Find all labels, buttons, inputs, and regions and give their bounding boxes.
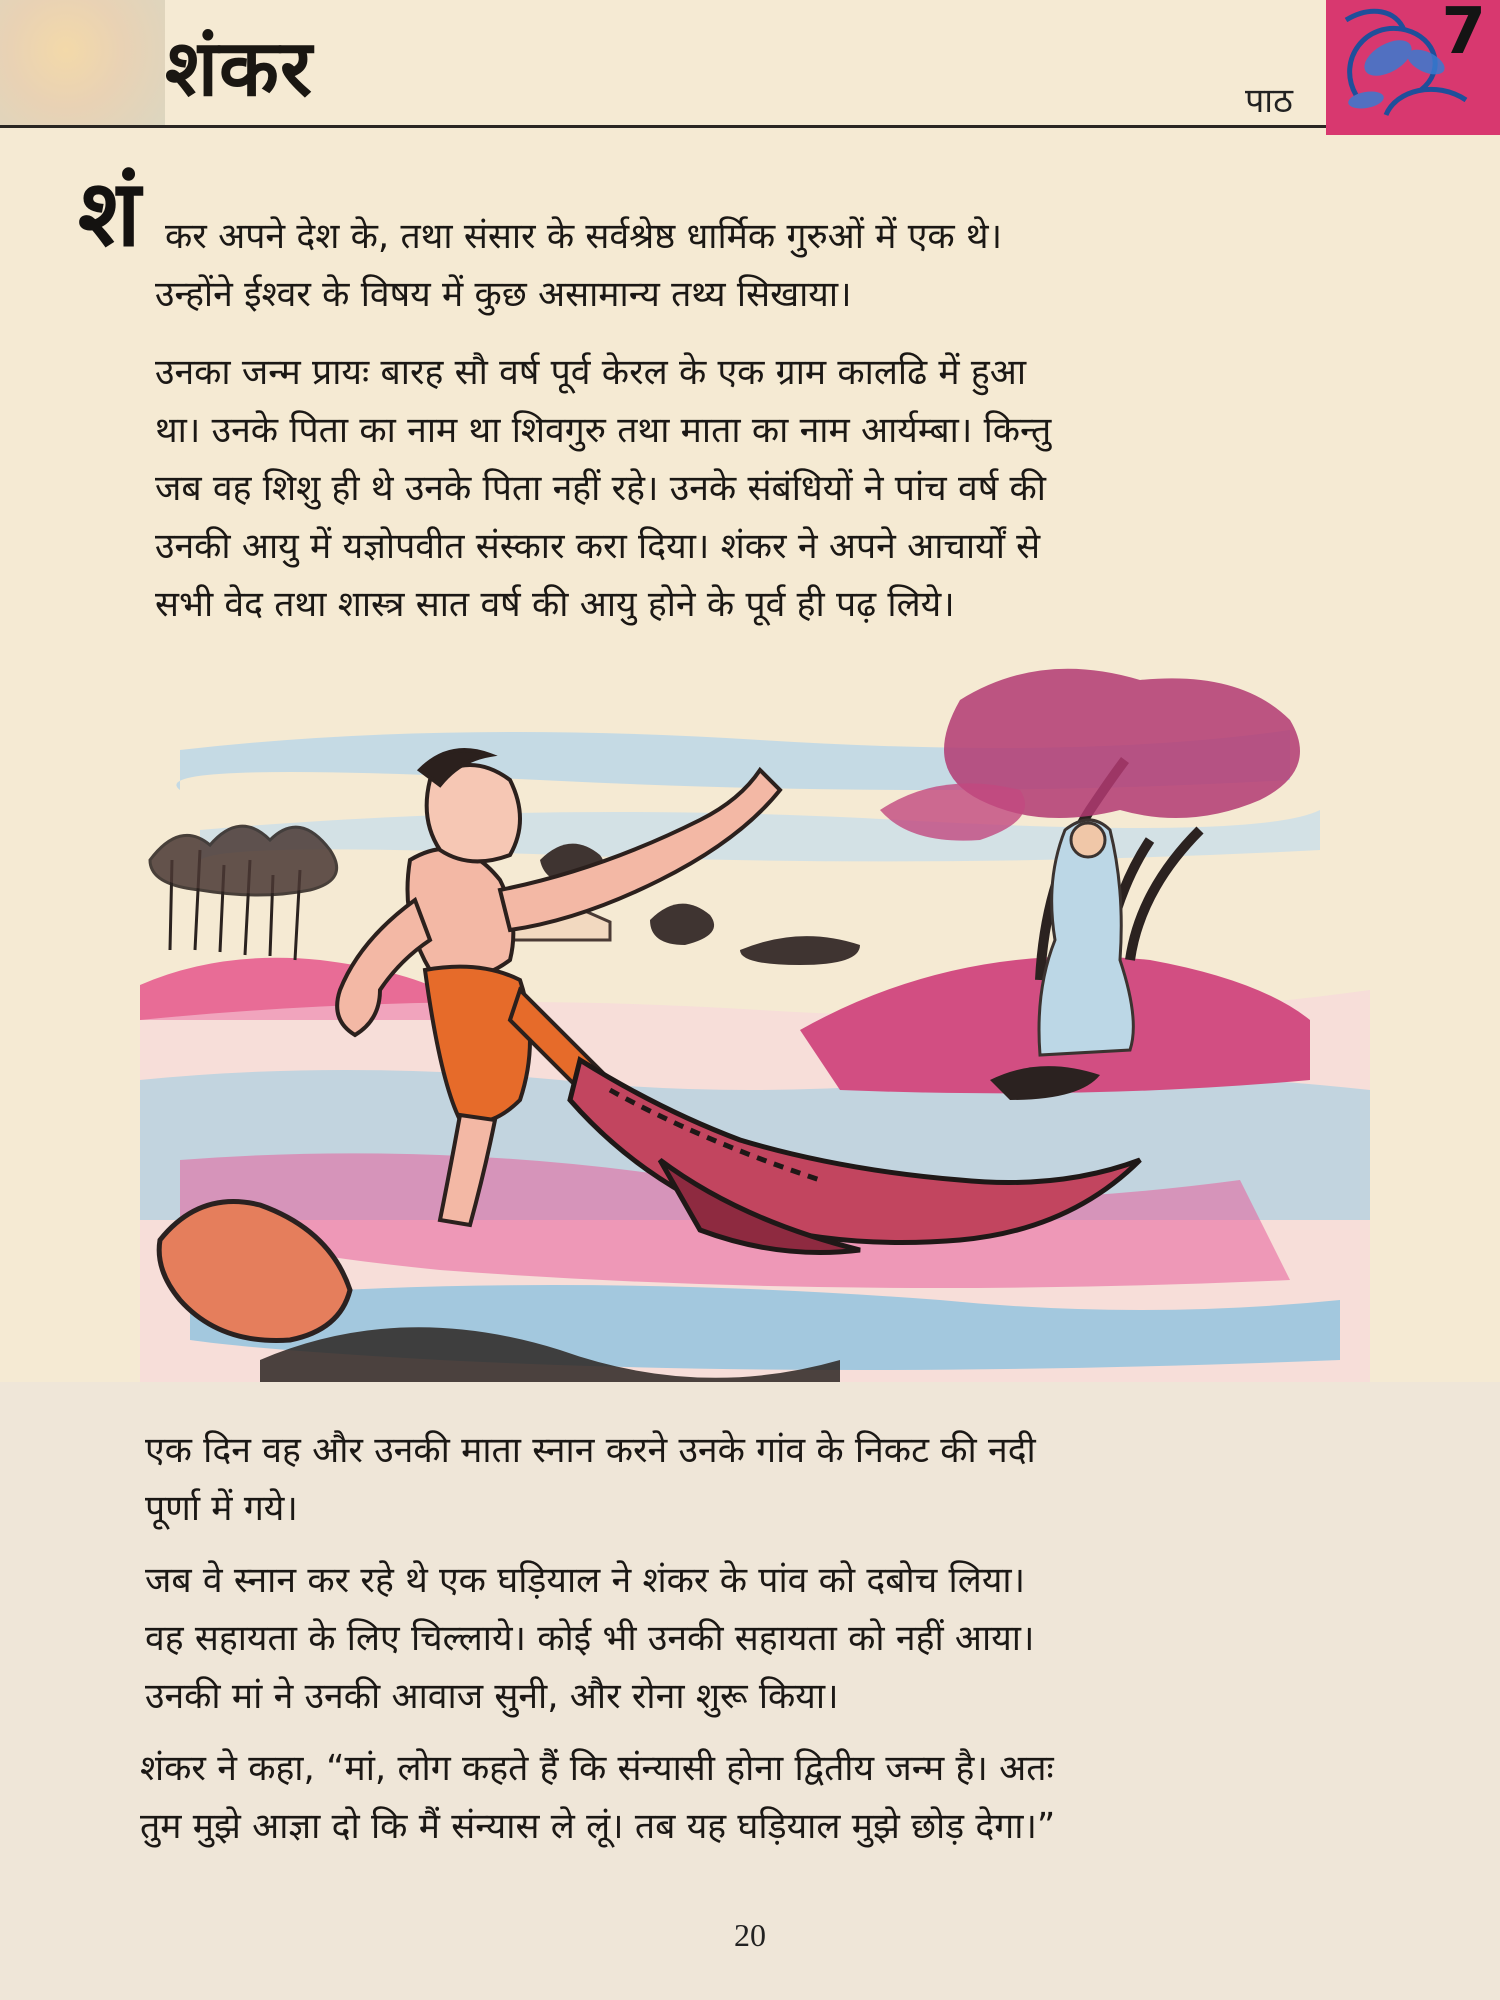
drop-cap: शं <box>78 160 141 267</box>
text-line: जब वह शिशु ही थे उनके पिता नहीं रहे। उनके संबंधियों ने पांच वर्ष की <box>155 468 1046 509</box>
text-line: उनकी मां ने उनकी आवाज सुनी, और रोना शुरू किया। <box>145 1676 839 1717</box>
header-flourish <box>0 0 165 125</box>
river-paragraph <box>145 1422 1405 1538</box>
text-line: कर अपने देश के, तथा संसार के सर्वश्रेष्ठ धार्मिक गुरुओं में एक थे। <box>165 216 1003 257</box>
page-number: 20 <box>734 1917 766 1953</box>
lesson-label: पाठ <box>1245 81 1293 121</box>
text-line: उन्होंने ईश्वर के विषय में कुछ असामान्य तथ्य सिखाया। <box>155 274 852 315</box>
text-line: था। उनके पिता का नाम था शिवगुरु तथा माता का नाम आर्यम्बा। किन्तु <box>155 410 1052 451</box>
intro-paragraph <box>155 208 1425 324</box>
text-line: उनकी आयु में यज्ञोपवीत संस्कार करा दिया। शंकर ने अपने आचार्यों से <box>155 526 1041 567</box>
sannyasa-paragraph <box>140 1740 1400 1856</box>
text-line: एक दिन वह और उनकी माता स्नान करने उनके गांव के निकट की नदी <box>145 1430 1036 1471</box>
text-line: जब वे स्नान कर रहे थे एक घड़ियाल ने शंकर के पांव को दबोच लिया। <box>145 1560 1026 1601</box>
lesson-number: 7 <box>1441 0 1486 69</box>
crocodile-paragraph <box>145 1552 1405 1726</box>
page-title: शंकर <box>165 24 313 114</box>
birth-paragraph <box>155 344 1415 634</box>
text-line: शंकर ने कहा, “मां, लोग कहते हैं कि संन्यासी होना द्वितीय जन्म है। अतः <box>140 1748 1054 1789</box>
text-line: उनका जन्म प्रायः बारह सौ वर्ष पूर्व केरल के एक ग्राम कालढि में हुआ <box>155 352 1027 393</box>
text-line: वह सहायता के लिए चिल्लाये। कोई भी उनकी सहायता को नहीं आया। <box>145 1618 1035 1659</box>
header-rule <box>0 125 1328 128</box>
text-line: तुम मुझे आज्ञा दो कि मैं संन्यास ले लूं। तब यह घड़ियाल मुझे छोड़ देगा।” <box>140 1806 1056 1847</box>
text-line: पूर्णा में गये। <box>145 1488 298 1529</box>
text-line: सभी वेद तथा शास्त्र सात वर्ष की आयु होने के पूर्व ही पढ़ लिये। <box>155 584 955 625</box>
illustration-shankar-crocodile <box>140 660 1370 1400</box>
lesson-corner-badge <box>1326 0 1500 135</box>
